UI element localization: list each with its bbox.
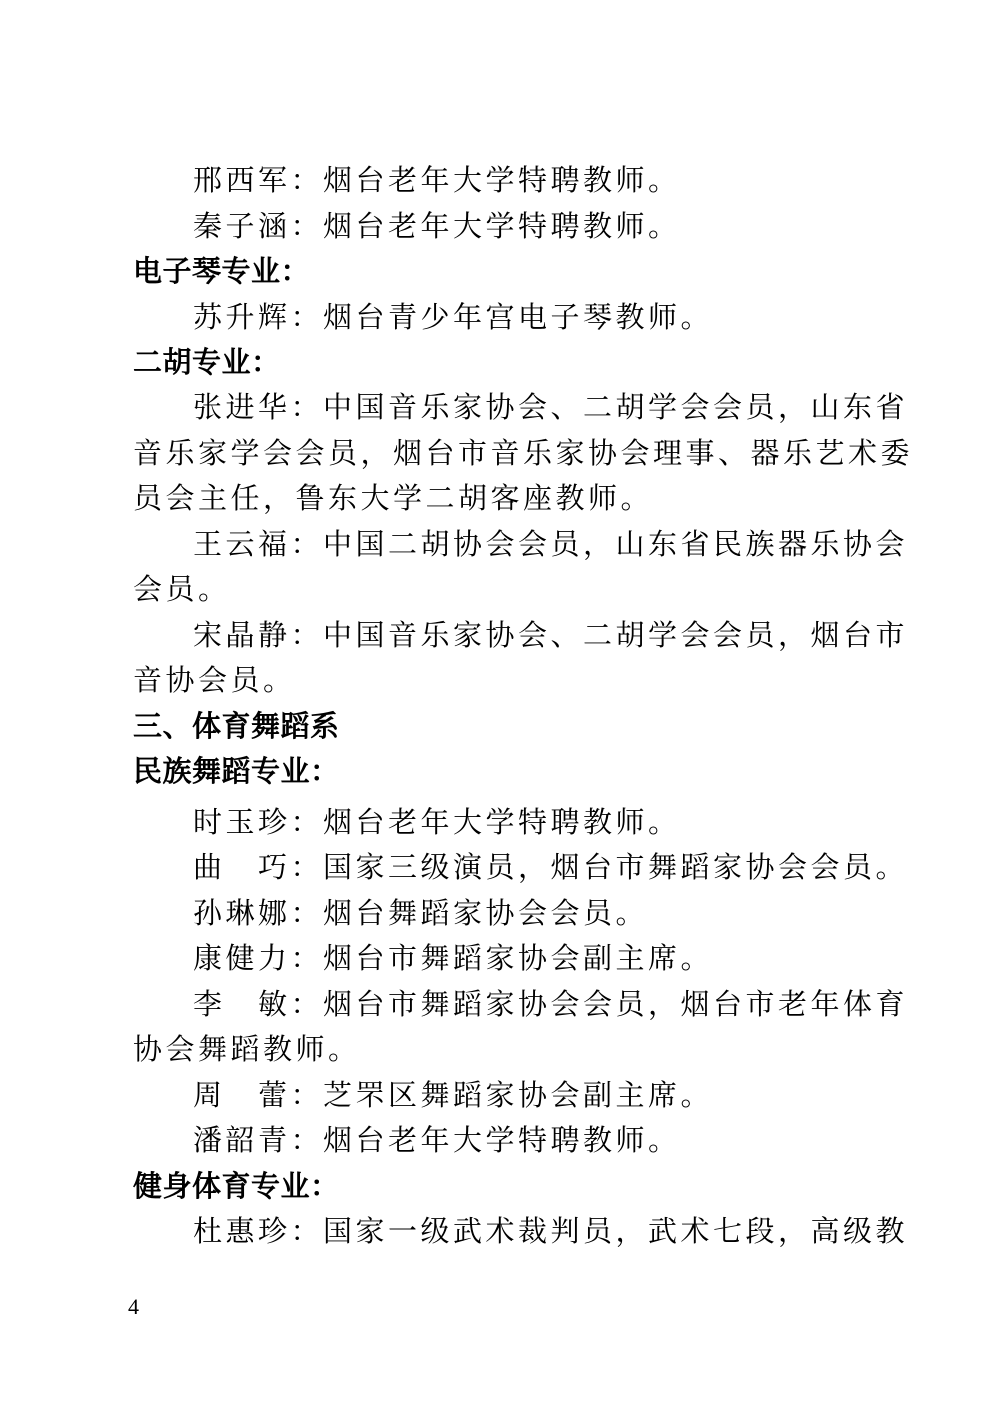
faculty-entry-li-min: 李 敏：烟台市舞蹈家协会会员，烟台市老年体育 — [193, 987, 909, 1021]
section-heading-erhu: 二胡专业： — [133, 345, 281, 379]
faculty-entry-du-huizhen: 杜惠珍：国家一级武术裁判员，武术七段，高级教 — [193, 1214, 909, 1248]
page-number: 4 — [128, 1294, 139, 1319]
faculty-entry-pan-shaoqing: 潘韶青：烟台老年大学特聘教师。 — [193, 1123, 681, 1157]
section-heading-electronic-keyboard: 电子琴专业： — [133, 254, 311, 288]
faculty-entry-qu-qiao: 曲 巧：国家三级演员，烟台市舞蹈家协会会员。 — [193, 850, 909, 884]
section-heading-fitness-sports: 健身体育专业： — [133, 1169, 340, 1203]
faculty-entry-continuation: 音协会员。 — [133, 663, 296, 697]
faculty-entry-continuation: 员会主任，鲁东大学二胡客座教师。 — [133, 481, 654, 515]
faculty-entry-continuation: 会员。 — [133, 572, 231, 606]
faculty-entry-wang-yunfu: 王云福：中国二胡协会会员，山东省民族器乐协会 — [193, 527, 909, 561]
faculty-entry-sun-linna: 孙琳娜：烟台舞蹈家协会会员。 — [193, 896, 649, 930]
faculty-entry-shi-yuzhen: 时玉珍：烟台老年大学特聘教师。 — [193, 805, 681, 839]
faculty-entry-kang-jianli: 康健力：烟台市舞蹈家协会副主席。 — [193, 941, 714, 975]
department-heading-sports-dance: 三、体育舞蹈系 — [133, 709, 340, 743]
section-heading-ethnic-dance: 民族舞蹈专业： — [133, 754, 340, 788]
faculty-entry-continuation: 协会舞蹈教师。 — [133, 1032, 361, 1066]
faculty-entry-xing-xijun: 邢西军：烟台老年大学特聘教师。 — [193, 163, 681, 197]
faculty-entry-zhang-jinhua: 张进华：中国音乐家协会、二胡学会会员，山东省 — [193, 390, 909, 424]
faculty-entry-zhou-lei: 周 蕾：芝罘区舞蹈家协会副主席。 — [193, 1078, 714, 1112]
faculty-entry-song-jingjing: 宋晶静：中国音乐家协会、二胡学会会员，烟台市 — [193, 618, 909, 652]
faculty-entry-qin-zihan: 秦子涵：烟台老年大学特聘教师。 — [193, 209, 681, 243]
faculty-entry-su-shenghui: 苏升辉：烟台青少年宫电子琴教师。 — [193, 300, 714, 334]
faculty-entry-continuation: 音乐家学会会员，烟台市音乐家协会理事、器乐艺术委 — [133, 436, 914, 470]
